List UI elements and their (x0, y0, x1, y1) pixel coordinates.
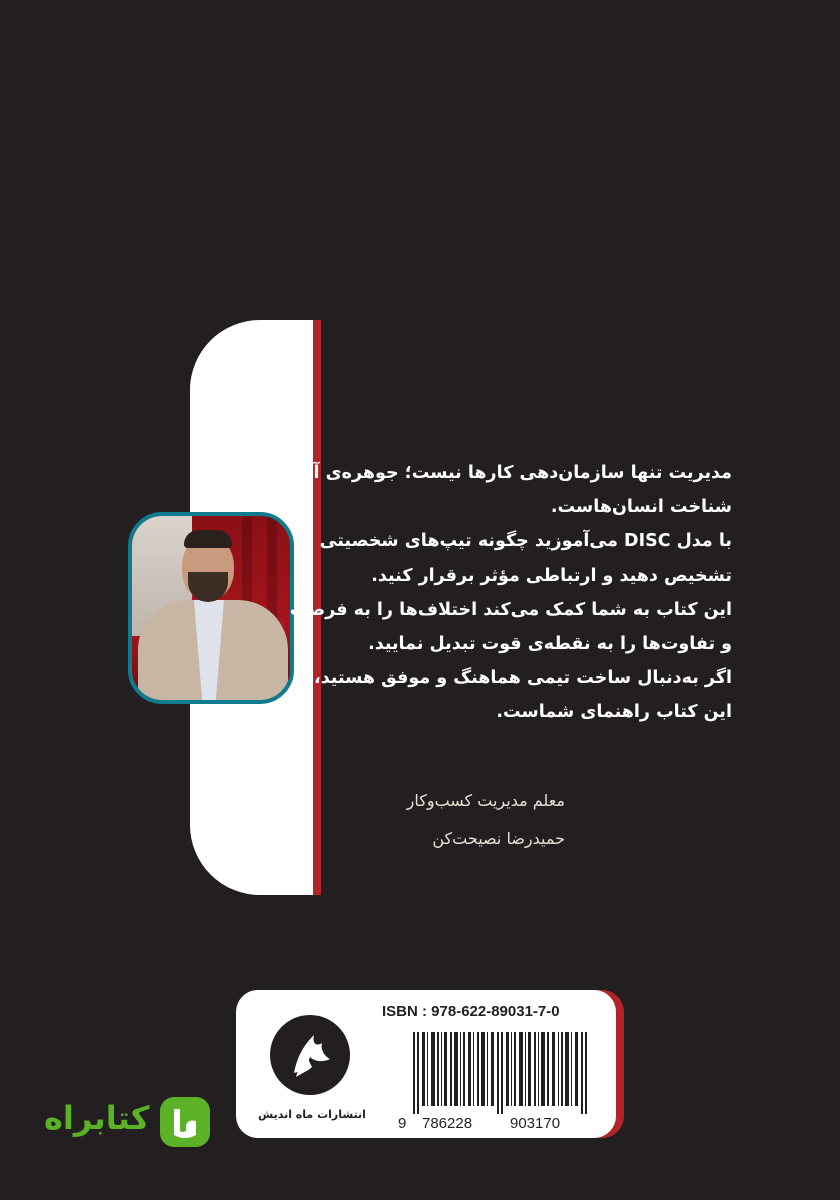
publisher-name: انتشارات ماه اندیش (258, 1108, 366, 1121)
description-line: این کتاب راهنمای شماست. (496, 702, 732, 723)
description-line: این کتاب به شما کمک می‌کند اختلاف‌ها را به فرصت (289, 599, 732, 620)
barcode-digits-right: 903170 (510, 1115, 561, 1132)
phoenix-bird-icon (268, 1013, 352, 1097)
description-line: تشخیص دهید و ارتباطی مؤثر برقرار کنید. (371, 565, 732, 586)
author-signature (407, 782, 565, 858)
description-line: مدیریت تنها سازمان‌دهی کارها نیست؛ جوهره‌ی آن (298, 463, 732, 483)
barcode (413, 1032, 591, 1114)
ketabrah-book-icon (158, 1095, 212, 1149)
description-line: و تفاوت‌ها را به نقطه‌ی قوت تبدیل نمایید. (368, 634, 732, 655)
description-line: اگر به‌دنبال ساخت تیمی هماهنگ و موفق هستید، (314, 668, 732, 689)
book-description (289, 456, 732, 730)
barcode-lead-digit: 9 (398, 1115, 407, 1132)
author-photo (128, 512, 294, 704)
description-line: شناخت انسان‌هاست. (550, 497, 732, 518)
author-role: معلم مدیریت کسب‌وکار (406, 791, 565, 810)
author-name: حمیدرضا نصیحت‌کن (432, 829, 565, 848)
barcode-digits-left: 786228 (422, 1115, 473, 1132)
description-line: با مدل DISC می‌آموزید چگونه تیپ‌های شخصیتی را (297, 531, 732, 552)
isbn-number: ISBN : 978-622-89031-7-0 (382, 1003, 560, 1020)
ketabrah-watermark-text: کتابراه (44, 1099, 150, 1137)
